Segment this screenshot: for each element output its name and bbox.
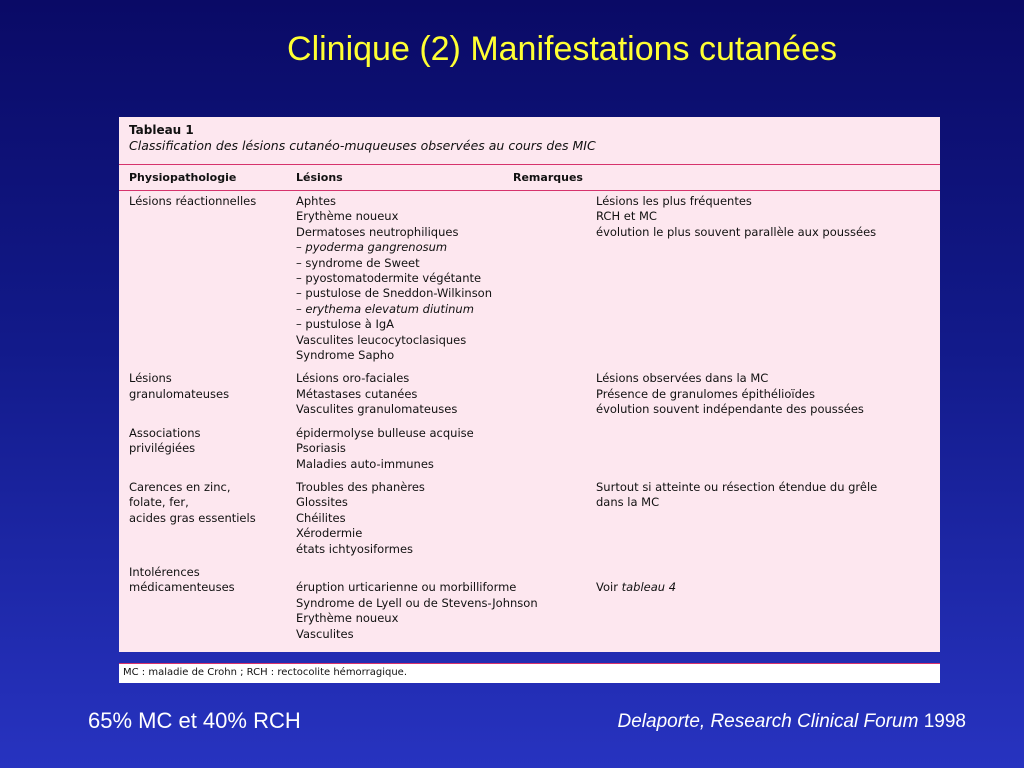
cell-line: Syndrome Sapho: [296, 348, 395, 363]
header-physiopathologie: Physiopathologie: [129, 171, 237, 184]
lesions-cell: [296, 480, 596, 557]
physiopathologie-cell: [129, 565, 296, 642]
cell-line: épidermolyse bulleuse acquise: [296, 425, 474, 440]
table-caption: [119, 117, 940, 164]
cell-line: Xérodermie: [296, 526, 363, 541]
cell-line: – syndrome de Sweet: [296, 255, 420, 270]
table-body: [119, 191, 940, 642]
remarques-cell: [596, 565, 940, 642]
cell-line: Vasculites: [296, 626, 354, 641]
remarques-cell: [596, 371, 940, 417]
cell-line: RCH et MC: [596, 209, 657, 224]
statistic-text: 65% MC et 40% RCH: [88, 708, 301, 733]
cell-line: médicamenteuses: [129, 580, 235, 595]
classification-table: [119, 117, 940, 652]
cell-line: Psoriasis: [296, 441, 346, 456]
cell-line: – pyostomatodermite végétante: [296, 271, 482, 286]
table-row: [129, 565, 940, 642]
table-number: Tableau 1: [129, 123, 194, 137]
source-citation: [618, 711, 967, 733]
cell-line: Erythème noueux: [296, 209, 399, 224]
cell-line: – erythema elevatum diutinum: [296, 301, 474, 316]
cell-line: Voir tableau 4: [596, 580, 677, 595]
cell-line: évolution souvent indépendante des poussées: [596, 402, 864, 417]
cell-line: Vasculites granulomateuses: [296, 402, 458, 417]
cell-line: Lésions réactionnelles: [129, 194, 257, 208]
cell-line: Carences en zinc,: [129, 479, 231, 494]
remarques-cell: [596, 426, 940, 472]
table-row: [129, 194, 940, 363]
lesions-cell: [296, 371, 596, 417]
cell-line: [596, 565, 940, 580]
cell-line: Associations: [129, 425, 201, 440]
physiopathologie-cell: [129, 194, 296, 363]
cell-line: Glossites: [296, 495, 348, 510]
cell-line: Intolérences: [129, 564, 200, 579]
cell-line: Métastases cutanées: [296, 386, 418, 401]
source-author: Delaporte, Research Clinical Forum: [617, 711, 919, 732]
cell-line: granulomateuses: [129, 386, 230, 401]
physiopathologie-cell: [129, 480, 296, 557]
cell-line: Dermatoses neutrophiliques: [296, 224, 459, 239]
header-remarques: Remarques: [513, 171, 583, 184]
cell-line: folate, fer,: [129, 495, 189, 510]
table-footnote: MC : maladie de Crohn ; RCH : rectocolite hémorragique.: [119, 663, 940, 683]
remarques-cell: [596, 194, 940, 363]
cell-line: Lésions oro-faciales: [296, 371, 410, 386]
cell-line: Vasculites leucocytoclasiques: [296, 332, 467, 347]
lesions-cell: [296, 565, 596, 642]
cell-line: états ichtyosiformes: [296, 541, 414, 556]
cell-line: Erythème noueux: [296, 611, 399, 626]
table-row: [129, 426, 940, 472]
cell-line: [296, 565, 596, 580]
cell-line: Surtout si atteinte ou résection étendue du grêle: [596, 479, 878, 494]
cell-line: privilégiées: [129, 441, 196, 456]
table-header: [119, 165, 940, 190]
cell-line: – pustulose de Sneddon-Wilkinson: [296, 286, 493, 301]
cell-line: Lésions observées dans la MC: [596, 371, 769, 386]
cell-line: Maladies auto-immunes: [296, 456, 434, 471]
physiopathologie-cell: [129, 371, 296, 417]
table-description: Classification des lésions cutanéo-muqueuses observées au cours des MIC: [129, 138, 596, 153]
cell-line: Lésions: [129, 371, 172, 386]
cell-line: éruption urticarienne ou morbilliforme: [296, 580, 517, 595]
cell-line: acides gras essentiels: [129, 510, 256, 525]
header-lesions: Lésions: [296, 171, 343, 184]
remarques-cell: [596, 480, 940, 557]
lesions-cell: [296, 426, 596, 472]
cell-line: dans la MC: [596, 495, 660, 510]
source-year: 1998: [918, 711, 966, 732]
cell-line: Chéilites: [296, 510, 346, 525]
cell-line: – pustulose à IgA: [296, 317, 394, 332]
slide-title: Clinique (2) Manifestations cutanées: [287, 30, 837, 68]
physiopathologie-cell: [129, 426, 296, 472]
cell-line: Aphtes: [296, 194, 337, 208]
cell-line: évolution le plus souvent parallèle aux poussées: [596, 224, 877, 239]
cell-line: Lésions les plus fréquentes: [596, 194, 752, 208]
table-row: [129, 371, 940, 417]
cell-line: Présence de granulomes épithélioïdes: [596, 386, 815, 401]
table-row: [129, 480, 940, 557]
cell-line: – pyoderma gangrenosum: [296, 240, 448, 255]
cell-line: Troubles des phanères: [296, 479, 425, 494]
lesions-cell: [296, 194, 596, 363]
cell-line: Syndrome de Lyell ou de Stevens-Johnson: [296, 595, 538, 610]
